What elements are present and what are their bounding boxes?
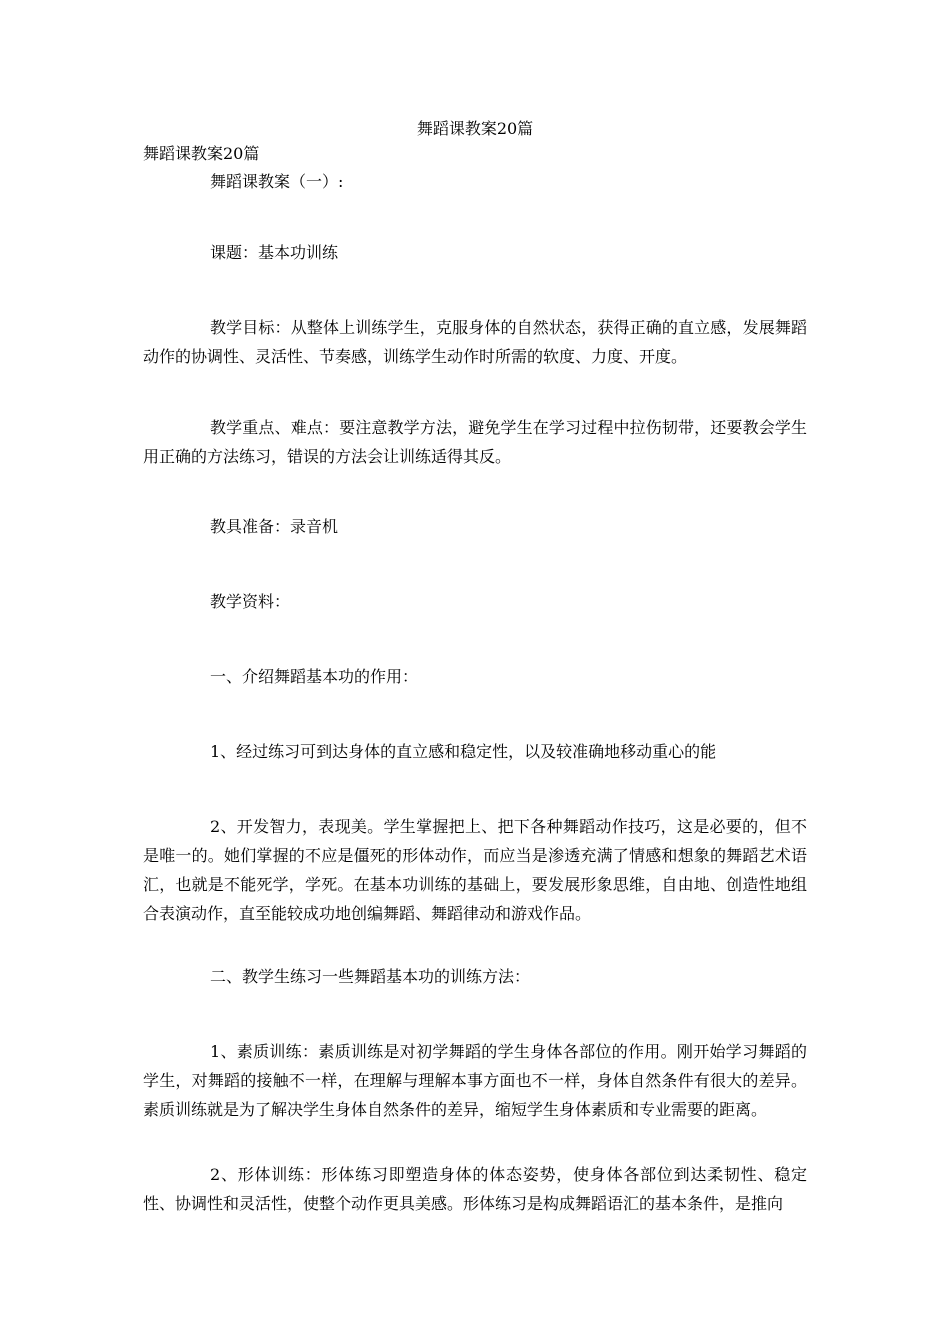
topic-line: 课题：基本功训练: [210, 243, 339, 262]
document-subtitle: 舞蹈课教案20篇: [143, 144, 260, 163]
document-title: 舞蹈课教案20篇: [416, 119, 534, 138]
list-item-two-2: 2、形体训练：形体练习即塑造身体的体态姿势，使身体各部位到达柔韧性、稳定性、协调性和灵活性，使整个动作更具美感。形体练习是构成舞蹈语汇的基本条件，是推向: [143, 1165, 807, 1213]
goals-paragraph: 教学目标：从整体上训练学生，克服身体的自然状态，获得正确的直立感，发展舞蹈动作的协调性、灵活性、节奏感，训练学生动作时所需的软度、力度、开度。: [143, 318, 807, 366]
list-item-one-2: 2、开发智力，表现美。学生掌握把上、把下各种舞蹈动作技巧，这是必要的，但不是唯一的。她们掌握的不应是僵死的形体动作，而应当是渗透充满了情感和想象的舞蹈艺术语汇，也就是不能死学，学死。在基本功训练的基础上，要发展形象思维，自由地、创造性地组合表演动作，直至能较成功地创编舞蹈、舞蹈律动和游戏作品。: [143, 817, 807, 923]
key-points-paragraph: 教学重点、难点：要注意教学方法，避免学生在学习过程中拉伤韧带，还要教会学生用正确的方法练习，错误的方法会让训练适得其反。: [143, 418, 807, 466]
heading-two: 二、教学生练习一些舞蹈基本功的训练方法：: [210, 967, 531, 986]
list-item-one-1: 1、经过练习可到达身体的直立感和稳定性，以及较准确地移动重心的能: [210, 742, 717, 761]
heading-one: 一、介绍舞蹈基本功的作用：: [210, 667, 419, 686]
list-item-two-1: 1、素质训练：素质训练是对初学舞蹈的学生身体各部位的作用。刚开始学习舞蹈的学生，对舞蹈的接触不一样，在理解与理解本事方面也不一样，身体自然条件有很大的差异。素质训练就是为了解决学生身体自然条件的差异，缩短学生身体素质和专业需要的距离。: [143, 1042, 807, 1119]
equipment-line: 教具准备：录音机: [210, 517, 339, 536]
section-title: 舞蹈课教案（一）:: [210, 172, 344, 191]
materials-line: 教学资料：: [210, 592, 291, 611]
